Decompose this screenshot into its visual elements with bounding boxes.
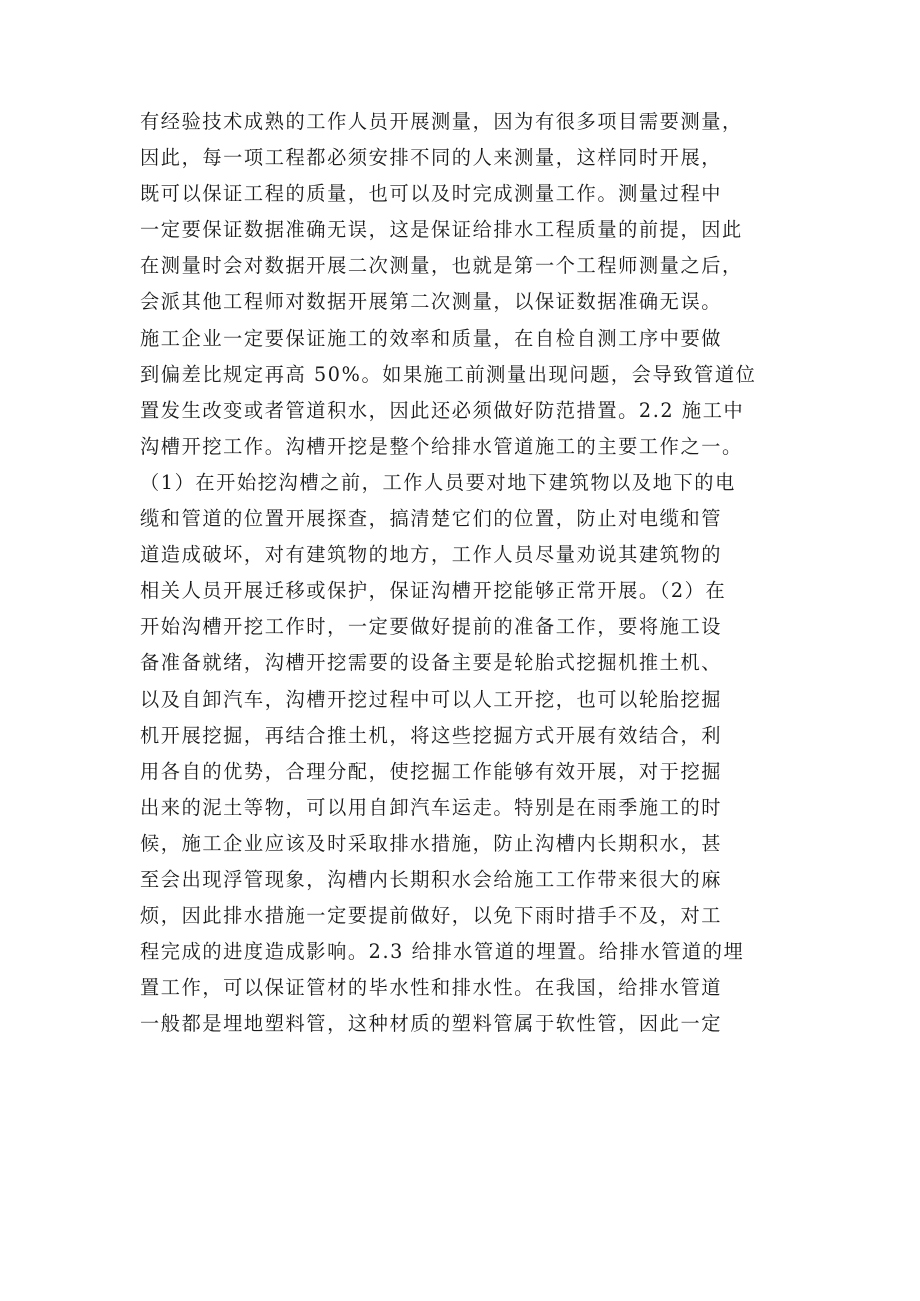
text-line: 以及自卸汽车，沟槽开挖过程中可以人工开挖，也可以轮胎挖掘 [140,687,723,711]
text-line: 沟槽开挖工作。沟槽开挖是整个给排水管道施工的主要工作之一。 [140,434,743,458]
text-line: 因此，每一项工程都必须安排不同的人来测量，这样同时开展， [140,146,723,170]
text-line: 在测量时会对数据开展二次测量，也就是第一个工程师测量之后， [140,254,743,278]
text-line: 道造成破坏，对有建筑物的地方，工作人员尽量劝说其建筑物的 [140,543,723,567]
text-line: 用各自的优势，合理分配，使挖掘工作能够有效开展，对于挖掘 [140,759,723,783]
text-line: 置发生改变或者管道积水，因此还必须做好防范措置。2.2 施工中 [140,398,745,422]
text-line: 一般都是埋地塑料管，这种材质的塑料管属于软性管，因此一定 [140,1012,723,1036]
text-line: （1）在开始挖沟槽之前，工作人员要对地下建筑物以及地下的电 [140,470,736,494]
text-line: 开始沟槽开挖工作时，一定要做好提前的准备工作，要将施工设 [140,615,723,639]
text-line: 既可以保证工程的质量，也可以及时完成测量工作。测量过程中 [140,182,723,206]
text-line: 一定要保证数据准确无误，这是保证给排水工程质量的前提，因此 [140,218,743,242]
text-line: 机开展挖掘，再结合推土机，将这些挖掘方式开展有效结合，利 [140,723,723,747]
text-line: 程完成的进度造成影响。2.3 给排水管道的埋置。给排水管道的埋 [140,940,745,964]
text-line: 置工作，可以保证管材的毕水性和排水性。在我国，给排水管道 [140,976,723,1000]
text-line: 候，施工企业应该及时采取排水措施，防止沟槽内长期积水，甚 [140,831,723,855]
body-text [140,104,800,1042]
text-line: 出来的泥土等物，可以用自卸汽车运走。特别是在雨季施工的时 [140,795,723,819]
text-line: 备准备就绪，沟槽开挖需要的设备主要是轮胎式挖掘机推土机、 [140,651,723,675]
text-line: 烦，因此排水措施一定要提前做好，以免下雨时措手不及，对工 [140,904,723,928]
text-line: 至会出现浮管现象，沟槽内长期积水会给施工工作带来很大的麻 [140,867,723,891]
text-line: 到偏差比规定再高 50%。如果施工前测量出现问题，会导致管道位 [140,362,757,386]
text-line: 施工企业一定要保证施工的效率和质量，在自检自测工序中要做 [140,326,723,350]
text-line: 缆和管道的位置开展探查，搞清楚它们的位置，防止对电缆和管 [140,507,723,531]
text-line: 相关人员开展迁移或保护，保证沟槽开挖能够正常开展。（2）在 [140,579,727,603]
text-line: 有经验技术成熟的工作人员开展测量，因为有很多项目需要测量， [140,110,743,133]
text-line: 会派其他工程师对数据开展第二次测量，以保证数据准确无误。 [140,290,723,314]
